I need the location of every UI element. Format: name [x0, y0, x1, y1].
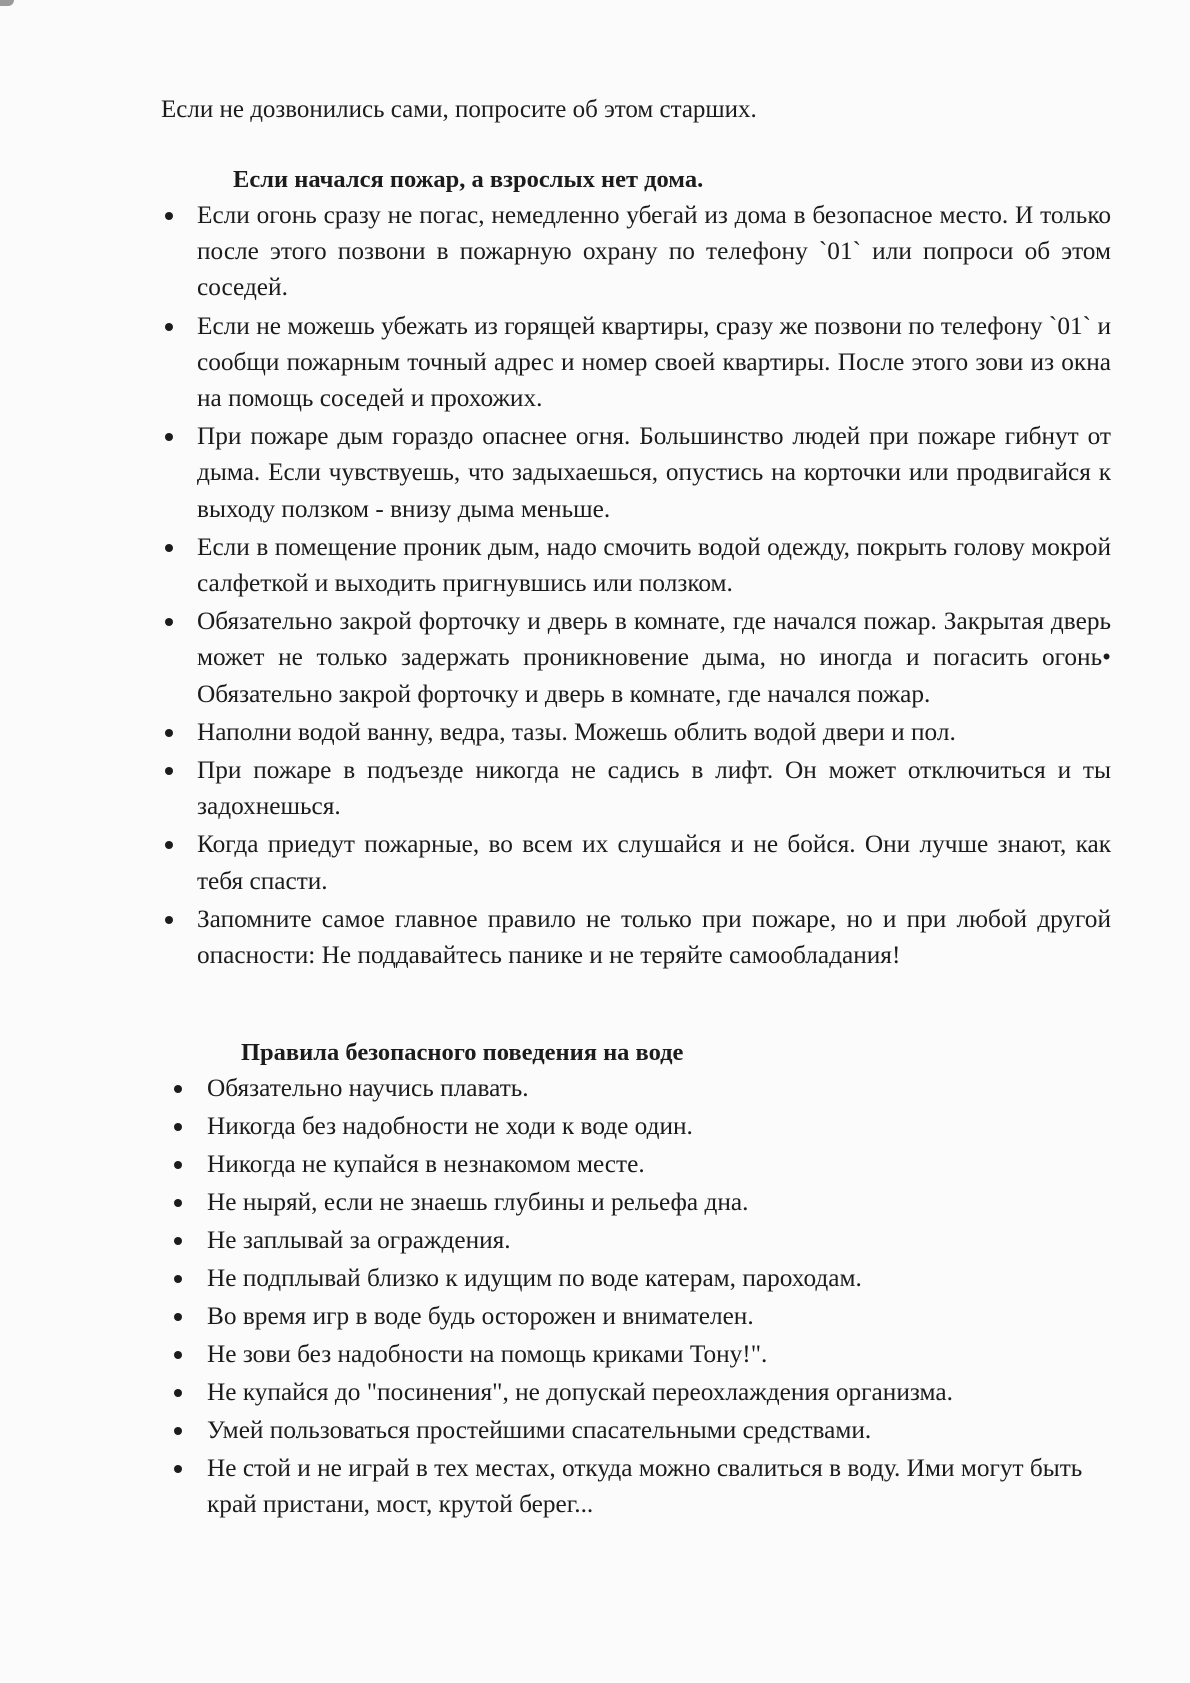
- fire-rules-list: [160, 197, 1111, 975]
- list-item-text: Не заплывай за ограждения.: [207, 1226, 511, 1254]
- bullet-icon: [174, 1161, 182, 1169]
- bullet-icon: [165, 212, 173, 220]
- list-item: [160, 603, 1111, 712]
- bullet-icon: [165, 767, 173, 775]
- fire-section-title: Если начался пожар, а взрослых нет дома.: [233, 166, 704, 193]
- list-item-text: Никогда не купайся в незнакомом месте.: [207, 1150, 645, 1178]
- list-item-text: Обязательно научись плавать.: [207, 1074, 529, 1102]
- list-item-text: Если огонь сразу не погас, немедленно убегай из дома в безопасное место. И только после этого позвони в пожарную охрану по телефону `01` или попроси об этом соседей.: [197, 201, 1111, 302]
- list-item: [160, 714, 1111, 750]
- bullet-icon: [174, 1351, 182, 1359]
- list-item: [160, 901, 1111, 973]
- water-section-title: Правила безопасного поведения на воде: [241, 1039, 684, 1066]
- bullet-icon: [174, 1427, 182, 1435]
- bullet-icon: [165, 323, 173, 331]
- bullet-icon: [174, 1085, 182, 1093]
- list-item-text: Никогда без надобности не ходи к воде один.: [207, 1112, 693, 1140]
- bullet-icon: [174, 1275, 182, 1283]
- list-item-text: Если не можешь убежать из горящей квартиры, сразу же позвони по телефону `01` и сообщи пожарным точный адрес и номер своей квартиры. После этого зови из окна на помощь соседей и прохожих.: [197, 311, 1111, 413]
- list-item: [170, 1412, 1120, 1448]
- list-item: [170, 1336, 1120, 1372]
- list-item: [170, 1374, 1120, 1410]
- bullet-icon: [174, 1389, 182, 1397]
- list-item-text: При пожаре дым гораздо опаснее огня. Большинство людей при пожаре гибнут от дыма. Если чувствуешь, что задыхаешься, опустись на корточки или продвигайся к выходу ползком - внизу дыма меньше.: [197, 422, 1111, 523]
- water-rules-list: [170, 1070, 1120, 1524]
- list-item: [170, 1146, 1120, 1182]
- bullet-icon: [174, 1465, 182, 1473]
- bullet-icon: [165, 841, 173, 849]
- bullet-icon: [174, 1237, 182, 1245]
- list-item: [160, 418, 1111, 527]
- list-item: [170, 1184, 1120, 1220]
- bullet-icon: [174, 1123, 182, 1131]
- list-item: [170, 1222, 1120, 1258]
- list-item: [170, 1298, 1120, 1334]
- list-item-text: Когда приедут пожарные, во всем их слушайся и не бойся. Они лучше знают, как тебя спасти.: [197, 830, 1111, 895]
- list-item-text: Во время игр в воде будь осторожен и внимателен.: [207, 1302, 754, 1330]
- list-item: [160, 826, 1111, 898]
- bullet-icon: [165, 544, 173, 552]
- bullet-icon: [174, 1199, 182, 1207]
- list-item-text: Если в помещение проник дым, надо смочить водой одежду, покрыть голову мокрой салфеткой и выходить пригнувшись или ползком.: [197, 532, 1111, 598]
- list-item-text: Не зови без надобности на помощь криками Тону!".: [207, 1340, 768, 1368]
- bullet-icon: [174, 1313, 182, 1321]
- list-item-text: Не ныряй, если не знаешь глубины и рельефа дна.: [207, 1188, 749, 1216]
- list-item: [160, 752, 1111, 824]
- list-item-text: Запомните самое главное правило не только при пожаре, но и при любой другой опасности: Не поддавайтесь панике и не теряйте самообладания!: [197, 904, 1111, 970]
- bullet-icon: [165, 618, 173, 626]
- list-item: [170, 1260, 1120, 1296]
- list-item: [160, 308, 1111, 417]
- list-item-text: Не стой и не играй в тех местах, откуда можно свалиться в воду. Ими могут быть край пристани, мост, крутой берег...: [207, 1454, 1083, 1518]
- list-item: [170, 1450, 1120, 1522]
- list-item-text: Не купайся до "посинения", не допускай переохлаждения организма.: [207, 1378, 953, 1406]
- list-item-text: Обязательно закрой форточку и дверь в комнате, где начался пожар. Закрытая дверь может не только задержать проникновение дыма, но иногда и погасить огонь• Обязательно закрой форточку и дверь в комнате, где начался пожар.: [197, 607, 1111, 708]
- list-item: [170, 1070, 1120, 1106]
- bullet-icon: [165, 916, 173, 924]
- list-item-text: Наполни водой ванну, ведра, тазы. Можешь облить водой двери и пол.: [197, 717, 956, 746]
- list-item-text: Не подплывай близко к идущим по воде катерам, пароходам.: [207, 1264, 862, 1292]
- scan-artifact: [0, 0, 14, 6]
- intro-paragraph: Если не дозвонились сами, попросите об этом старших.: [161, 96, 757, 123]
- list-item: [160, 197, 1111, 306]
- list-item-text: Умей пользоваться простейшими спасательными средствами.: [207, 1416, 872, 1444]
- bullet-icon: [165, 729, 173, 737]
- bullet-icon: [165, 433, 173, 441]
- list-item-text: При пожаре в подъезде никогда не садись в лифт. Он может отключиться и ты задохнешься.: [197, 756, 1111, 821]
- list-item: [170, 1108, 1120, 1144]
- list-item: [160, 529, 1111, 601]
